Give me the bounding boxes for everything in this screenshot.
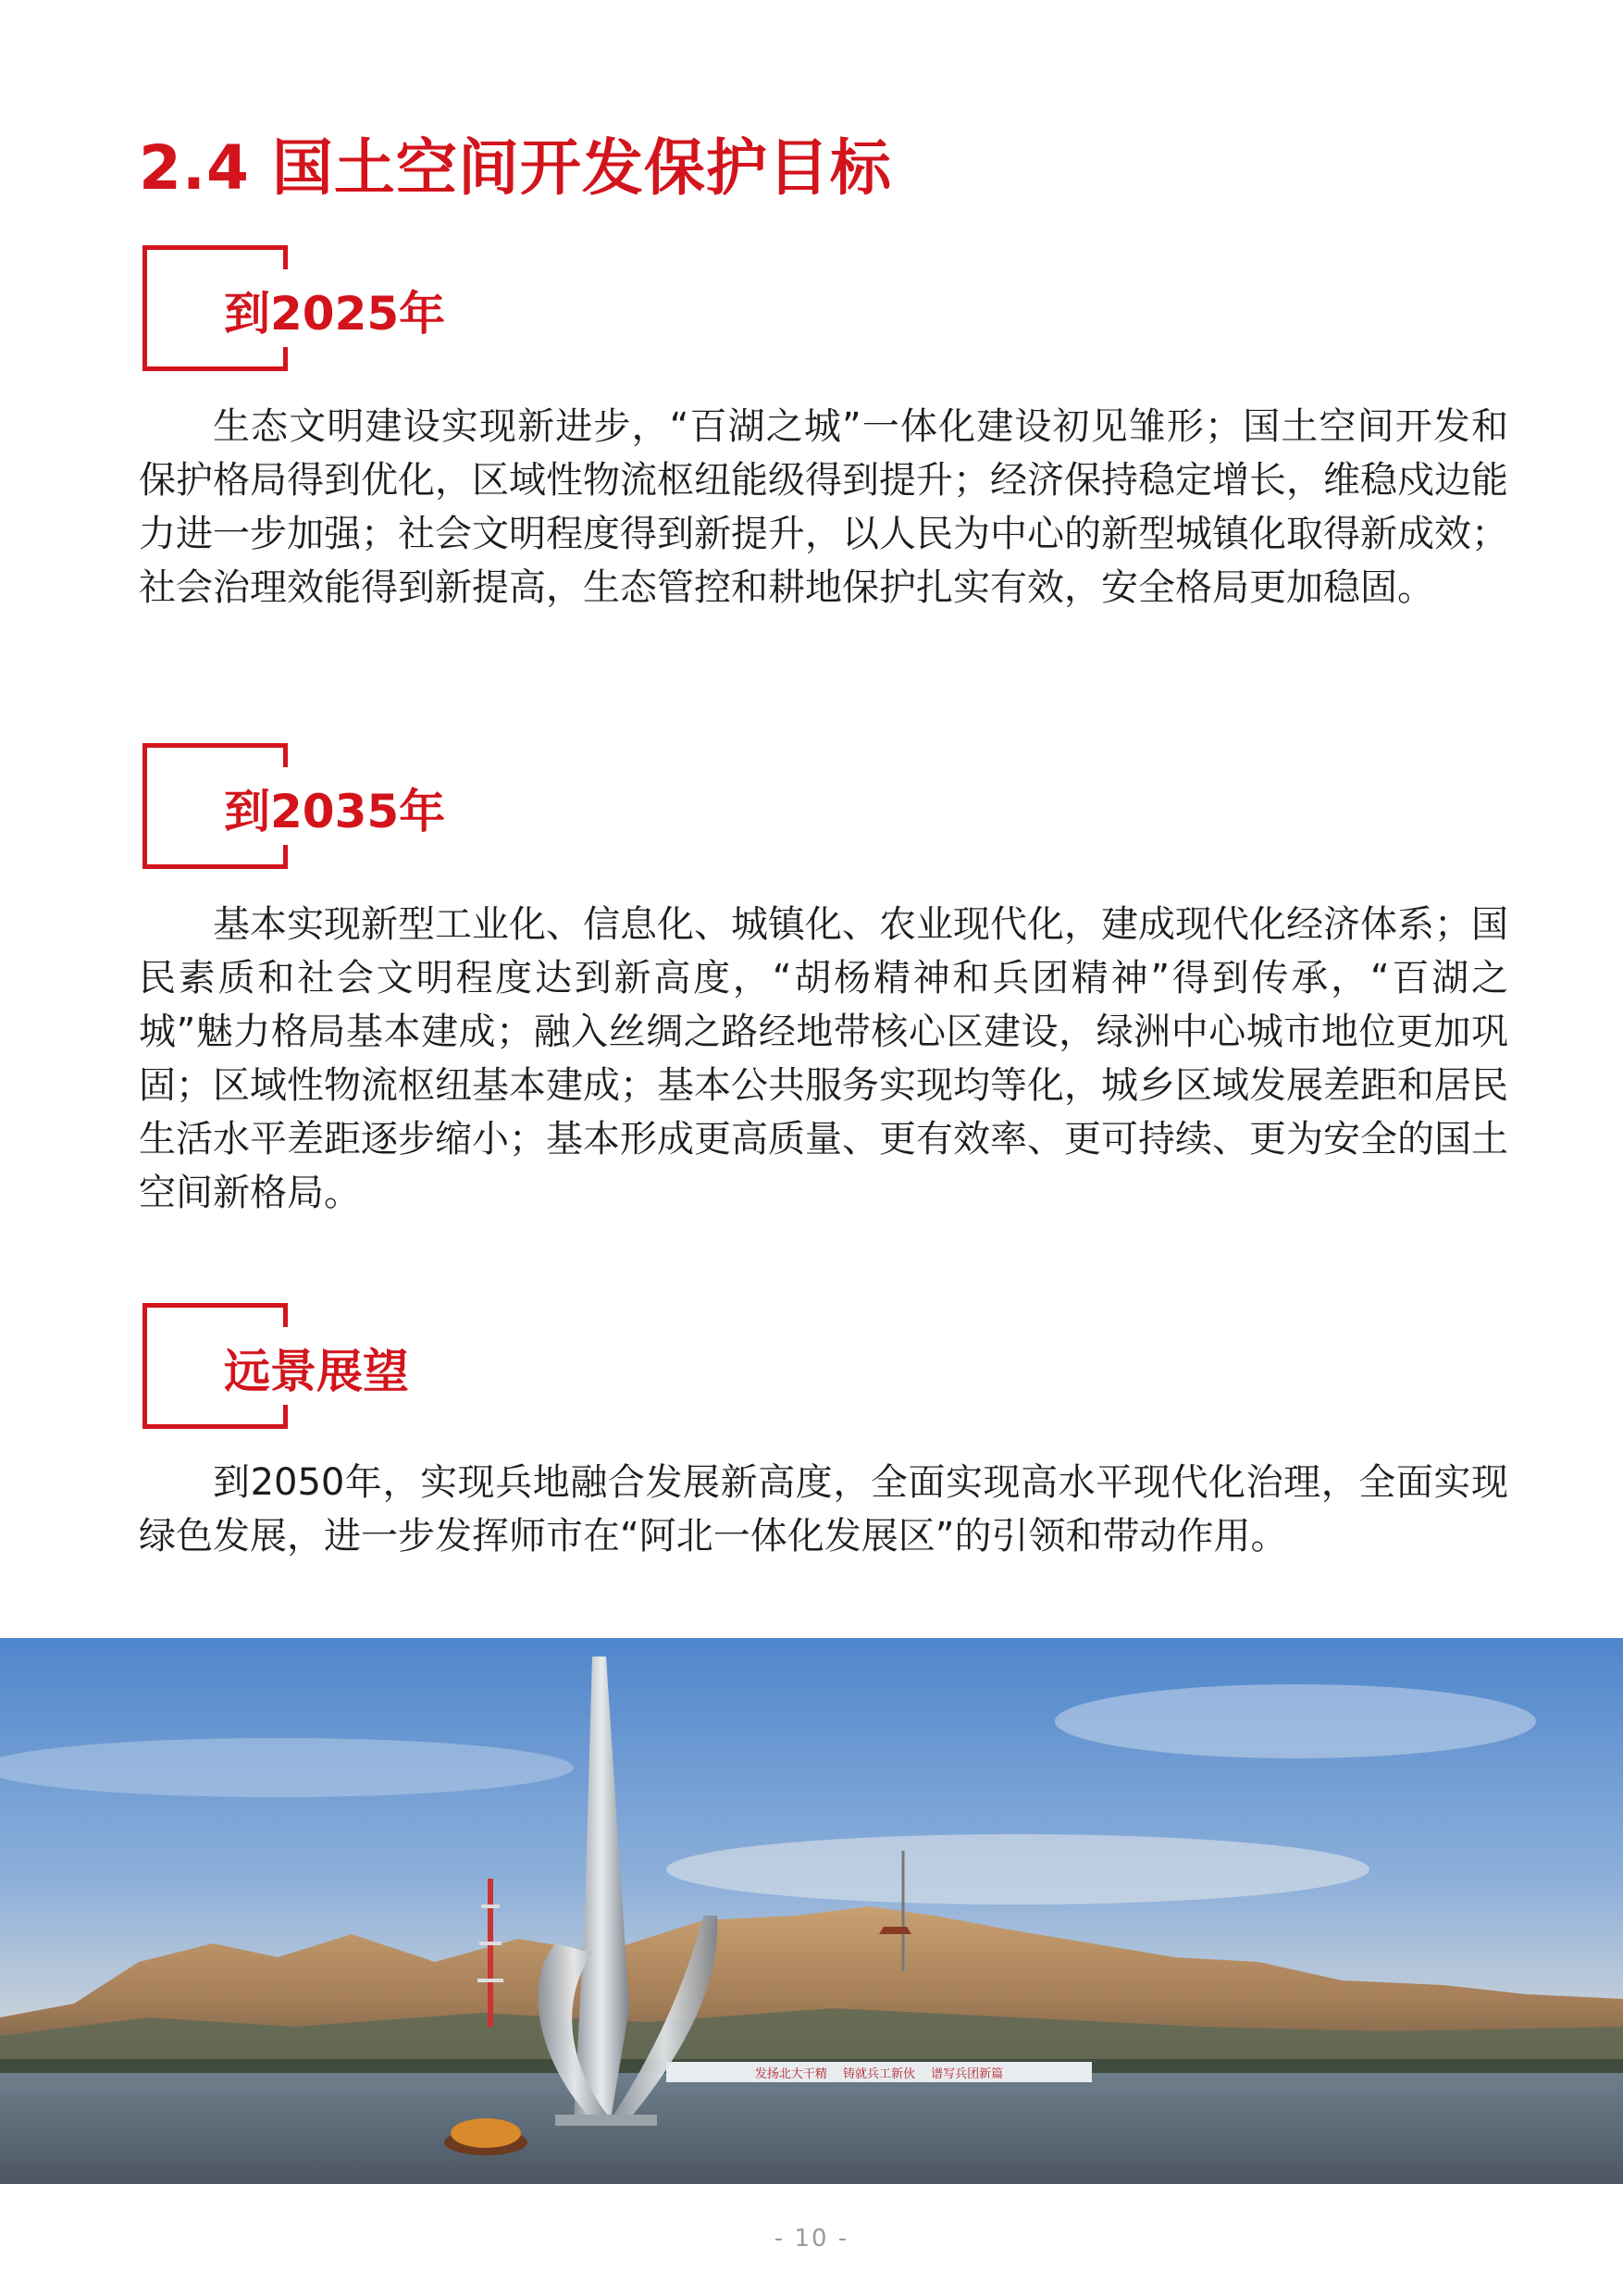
section-header-2025 bbox=[142, 245, 975, 375]
page-title: 2.4 国土空间开发保护目标 bbox=[139, 132, 892, 204]
landscape-photo bbox=[0, 1638, 1623, 2184]
section-body-2025: 生态文明建设实现新进步，“百湖之城”一体化建设初见雏形；国土空间开发和保护格局得到优化，区域性物流枢纽能级得到提升；经济保持稳定增长，维稳戍边能力进一步加强；社会文明程度得到新提升，以人民为中心的新型城镇化取得新成效；社会治理效能得到新提高，生态管控和耕地保护扎实有效，安全格局更加稳固。 bbox=[139, 405, 1508, 609]
section-body-2035: 基本实现新型工业化、信息化、城镇化、农业现代化，建成现代化经济体系；国民素质和社会文明程度达到新高度，“胡杨精神和兵团精神”得到传承，“百湖之城”魅力格局基本建成；融入丝绸之路经地带核心区建设，绿洲中心城市地位更加巩固；区域性物流枢纽基本建成；基本公共服务实现均等化，城乡区域发展差距和居民生活水平差距逐步缩小；基本形成更高质量、更有效率、更可持续、更为安全的国土空间新格局。 bbox=[139, 903, 1508, 1214]
section-title: 到2035年 bbox=[224, 785, 446, 838]
section-header-2035 bbox=[142, 743, 975, 873]
section-title: 远景展望 bbox=[224, 1345, 409, 1398]
monument-banner-text: 发扬北大干精 铸就兵工新伙 谱写兵团新篇 bbox=[754, 2067, 1004, 2081]
section-body-vision: 到2050年，实现兵地融合发展新高度，全面实现高水平现代化治理，全面实现绿色发展，进一步发挥师市在“阿北一体化发展区”的引领和带动作用。 bbox=[139, 1461, 1508, 1558]
section-title: 到2025年 bbox=[224, 287, 446, 341]
page-number: - 10 - bbox=[774, 2225, 849, 2253]
section-header-vision bbox=[142, 1303, 975, 1433]
